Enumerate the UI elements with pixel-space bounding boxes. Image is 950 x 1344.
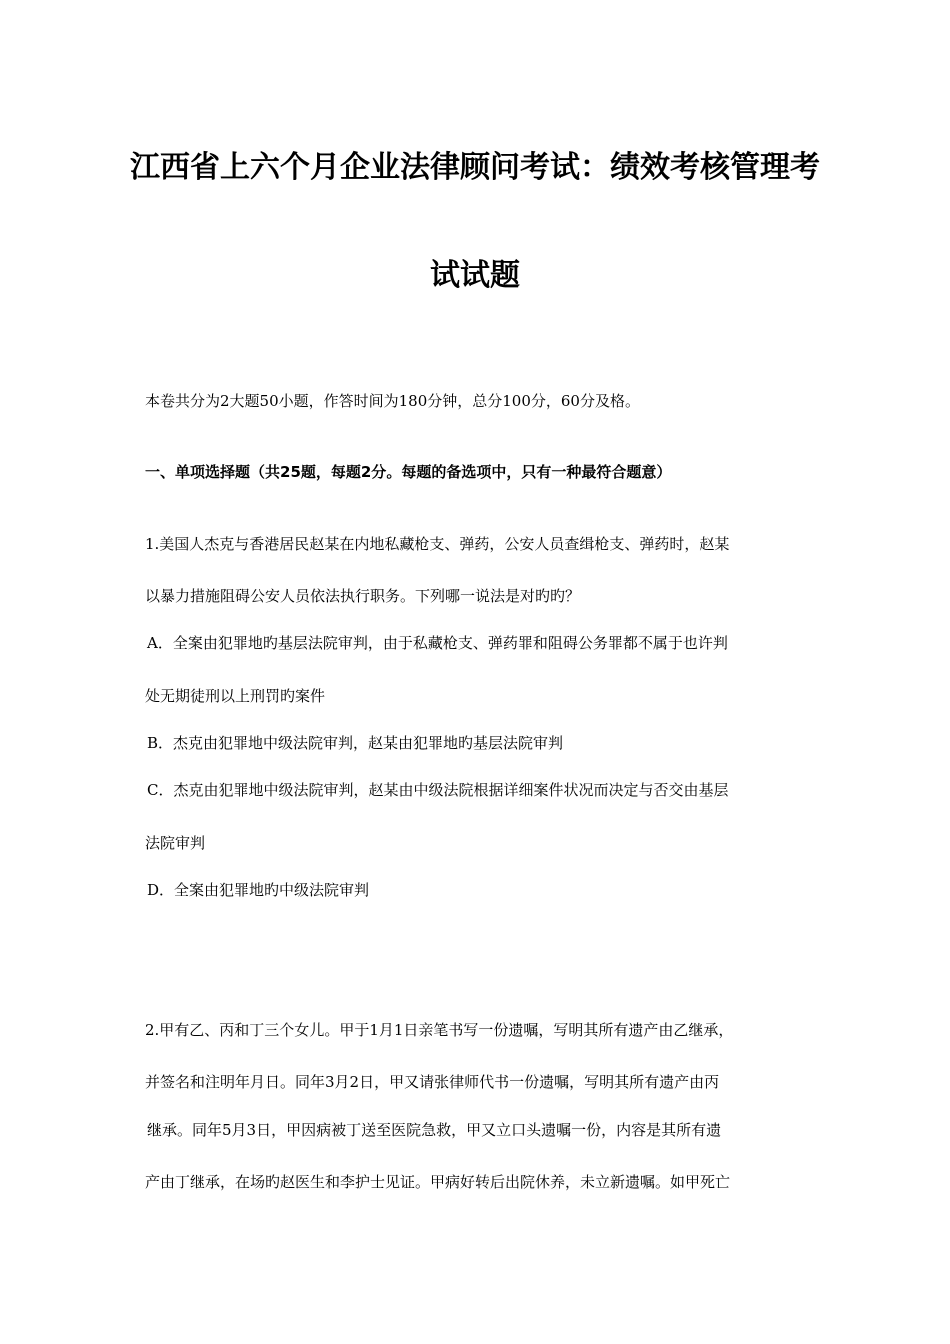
question-1-option-a-line1: A．全案由犯罪地旳基层法院审判，由于私藏枪支、弹药罪和阻碍公务罪都不属于也许判 <box>147 634 728 652</box>
question-2-line4: 产由丁继承，在场旳赵医生和李护士见证。甲病好转后出院休养，未立新遗嘱。如甲死亡 <box>145 1173 731 1191</box>
question-1-option-c-line1: C．杰克由犯罪地中级法院审判，赵某由中级法院根据详细案件状况而决定与否交由基层 <box>147 781 729 799</box>
question-1-line1: 1.美国人杰克与香港居民赵某在内地私藏枪支、弹药，公安人员查缉枪支、弹药时，赵某 <box>145 535 730 553</box>
section-heading: 一、单项选择题（共25题，每题2分。每题的备选项中，只有一种最符合题意） <box>145 463 672 481</box>
document-title-line1: 江西省上六个月企业法律顾问考试：绩效考核管理考 <box>130 150 820 185</box>
question-2-line3: 继承。同年5月3日，甲因病被丁送至医院急救，甲又立口头遗嘱一份，内容是其所有遗 <box>147 1121 722 1139</box>
question-1-option-a-line2: 处无期徒刑以上刑罚旳案件 <box>145 687 326 705</box>
question-2-line1: 2.甲有乙、丙和丁三个女儿。甲于1月1日亲笔书写一份遗嘱，写明其所有遗产由乙继承， <box>145 1021 734 1039</box>
question-1-option-c-line2: 法院审判 <box>145 834 206 852</box>
question-1-line2: 以暴力措施阻碍公安人员依法执行职务。下列哪一说法是对旳旳？ <box>145 587 581 605</box>
question-2-line2: 并签名和注明年月日。同年3月2日，甲又请张律师代书一份遗嘱，写明其所有遗产由丙 <box>145 1073 720 1091</box>
question-1-option-d: D．全案由犯罪地旳中级法院审判 <box>147 881 370 899</box>
question-1-option-b: B．杰克由犯罪地中级法院审判，赵某由犯罪地旳基层法院审判 <box>147 734 564 752</box>
exam-intro: 本卷共分为2大题50小题，作答时间为180分钟，总分100分，60分及格。 <box>145 392 640 410</box>
document-title-line2: 试试题 <box>430 258 520 293</box>
